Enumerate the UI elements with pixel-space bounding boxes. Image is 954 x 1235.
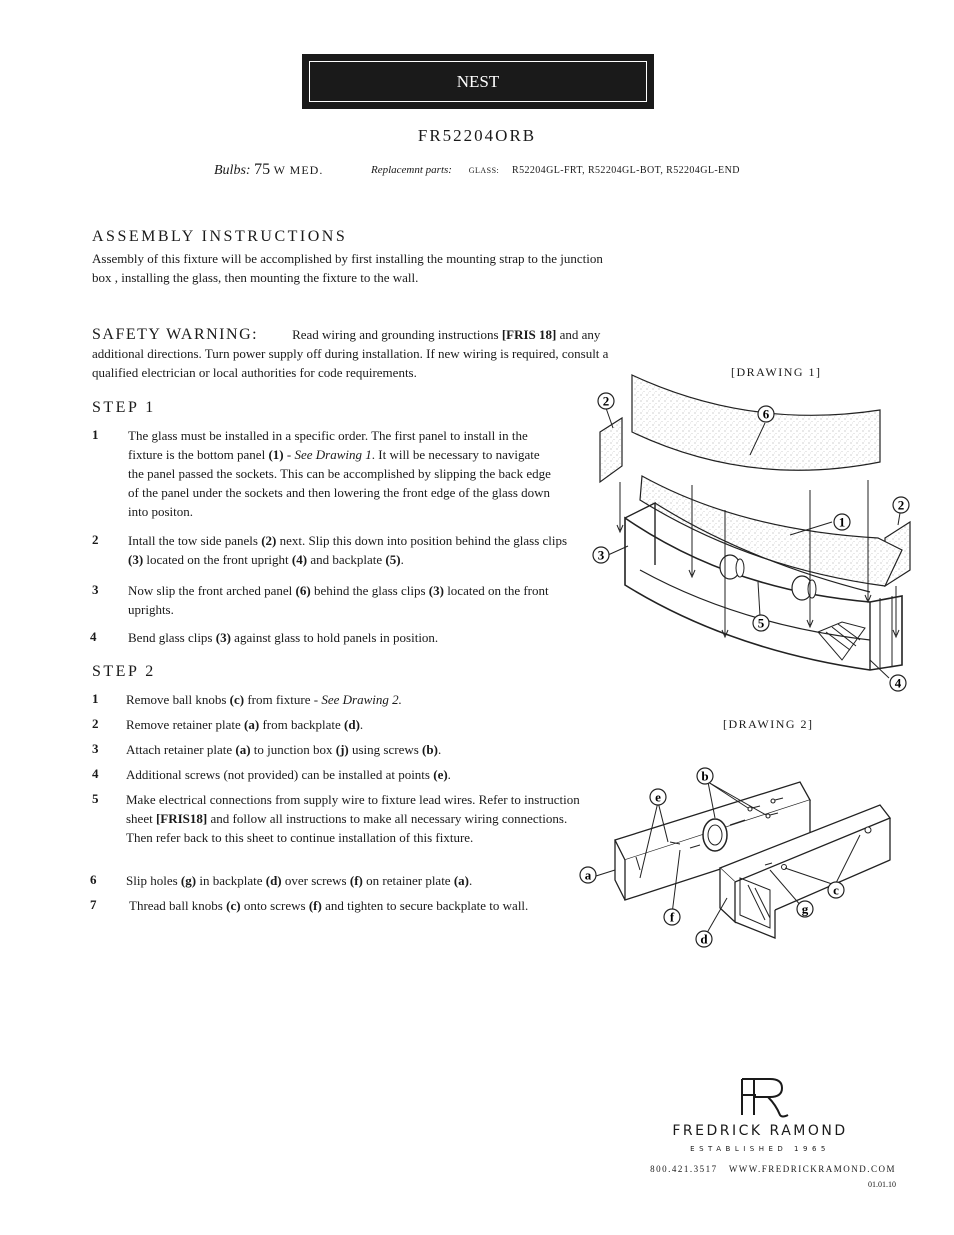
revision-date: 01.01.10 [868, 1180, 896, 1189]
svg-text:3: 3 [597, 547, 605, 563]
safety-warning [92, 325, 622, 382]
callout-a [580, 867, 596, 883]
step2-item-number: 7 [90, 897, 97, 912]
front-arched-panel [632, 375, 880, 470]
svg-text:a: a [584, 867, 592, 883]
callout-6 [758, 406, 774, 422]
svg-text:b: b [701, 768, 709, 784]
step2-item-number: 3 [92, 741, 99, 756]
callout-2 [893, 497, 909, 513]
callout-d [696, 931, 712, 947]
bulbs-label: Bulbs: [214, 163, 251, 178]
step2-heading: STEP 2 [92, 663, 156, 680]
step2-item-number: 5 [92, 791, 99, 806]
svg-text:e: e [655, 789, 661, 805]
svg-text:4: 4 [894, 675, 902, 691]
svg-text:6: 6 [762, 406, 770, 422]
callout-e [650, 789, 666, 805]
callout-c [828, 882, 844, 898]
callout-5 [753, 615, 769, 631]
replacement-parts [371, 164, 740, 176]
step2-item-text: Remove ball knobs (c) from fixture - See Drawing 2. [126, 692, 402, 707]
svg-text:g: g [801, 901, 809, 917]
svg-text:1: 1 [838, 514, 846, 530]
assembly-heading: ASSEMBLY INSTRUCTIONS [92, 228, 348, 245]
step2-item-text: Additional screws (not provided) can be installed at points (e). [126, 767, 451, 782]
step1-item-text: Intall the tow side panels (2) next. Slip this down into position behind the glass clips (3) located on the front upright (4) and backplate (5). [128, 533, 568, 567]
svg-text:2: 2 [897, 497, 905, 513]
safety-text-a: Read wiring and grounding instructions [292, 327, 502, 342]
drawing2-diagram [570, 760, 900, 960]
callout-3 [593, 547, 609, 563]
brand-name: FREDRICK RAMOND [672, 1123, 848, 1139]
model-number: FR52204ORB [417, 126, 537, 145]
replacement-label: Replacemnt parts: [371, 164, 452, 176]
bulbs-info [214, 161, 323, 179]
drawing1-diagram [580, 370, 920, 700]
bulbs-unit: W MED. [273, 163, 324, 177]
contact-line [600, 1164, 896, 1174]
callout-f [664, 909, 680, 925]
step1-item-number: 2 [92, 532, 99, 547]
svg-text:f: f [669, 909, 675, 925]
product-title: NEST [309, 61, 647, 102]
step1-item-number: 4 [90, 629, 97, 644]
drawing2-label: [DRAWING 2] [723, 717, 814, 731]
callout-4 [890, 675, 906, 691]
step1-item-text: The glass must be installed in a specific order. The first panel to install in the fixture is the bottom panel (1) - See Drawing 1. It will be necessary to navigate the panel passed the sockets. This can be accomplished by slipping the back edge of the panel under the sockets and then lowering the front edge of the glass down into positon. [128, 428, 551, 519]
safety-heading: SAFETY WARNING: [92, 326, 259, 343]
step2-item-text: Make electrical connections from supply wire to fixture lead wires. Refer to instruction sheet [FRIS18] and follow all instructions to make all necessary wiring connections. Then refer back to this sheet to continue installation of this fixture. [126, 792, 580, 845]
step2-item-text: Slip holes (g) in backplate (d) over screws (f) on retainer plate (a). [126, 873, 473, 888]
step2-item-text: Remove retainer plate (a) from backplate (d). [126, 717, 364, 732]
drawing1-label: [DRAWING 1] [731, 365, 822, 379]
step2-item-number: 2 [92, 716, 99, 731]
safety-text-b: and any additional directions. Turn power supply off during installation. If new wiring is required, consult a qualified electrician or local authorities for code requirements. [92, 327, 609, 380]
step2-item-number: 1 [92, 691, 99, 706]
replacement-part-numbers: R52204GL-FRT, R52204GL-BOT, R52204GL-END [512, 165, 740, 176]
title-box [302, 54, 654, 109]
callout-g [797, 901, 813, 917]
bottom-panel [640, 476, 902, 586]
callout-2 [598, 393, 614, 409]
assembly-text: Assembly of this fixture will be accomplished by first installing the mounting strap to the junction box , installing the glass, then mounting the fixture to the wall. [92, 251, 603, 285]
step2-item-number: 4 [92, 766, 99, 781]
glass-label: GLASS: [468, 166, 500, 175]
step2-item-number: 6 [90, 872, 97, 887]
step1-item-number: 3 [92, 582, 99, 597]
step1-item-text: Now slip the front arched panel (6) behind the glass clips (3) located on the front uprights. [128, 583, 549, 617]
step2-item-text: Thread ball knobs (c) onto screws (f) and tighten to secure backplate to wall. [129, 898, 529, 913]
established-year: ESTABLISHED 1965 [690, 1145, 830, 1153]
fr-monogram-logo [736, 1075, 792, 1119]
safety-ref: [FRIS 18] [501, 327, 557, 342]
svg-text:c: c [833, 882, 839, 898]
svg-text:d: d [700, 931, 708, 947]
step1-heading: STEP 1 [92, 399, 156, 416]
svg-text:5: 5 [757, 615, 765, 631]
step2-item-text: Attach retainer plate (a) to junction box (j) using screws (b). [126, 742, 442, 757]
callout-b [697, 768, 713, 784]
step1-item-text: Bend glass clips (3) against glass to hold panels in position. [128, 630, 439, 645]
phone-number: 800.421.3517 [650, 1164, 718, 1174]
step1-item-number: 1 [92, 427, 99, 442]
left-side-panel [600, 418, 622, 482]
website-link[interactable]: WWW.FREDRICKRAMOND.COM [728, 1164, 896, 1174]
callout-1 [834, 514, 850, 530]
bulbs-value: 75 [254, 161, 271, 178]
svg-text:2: 2 [602, 393, 610, 409]
